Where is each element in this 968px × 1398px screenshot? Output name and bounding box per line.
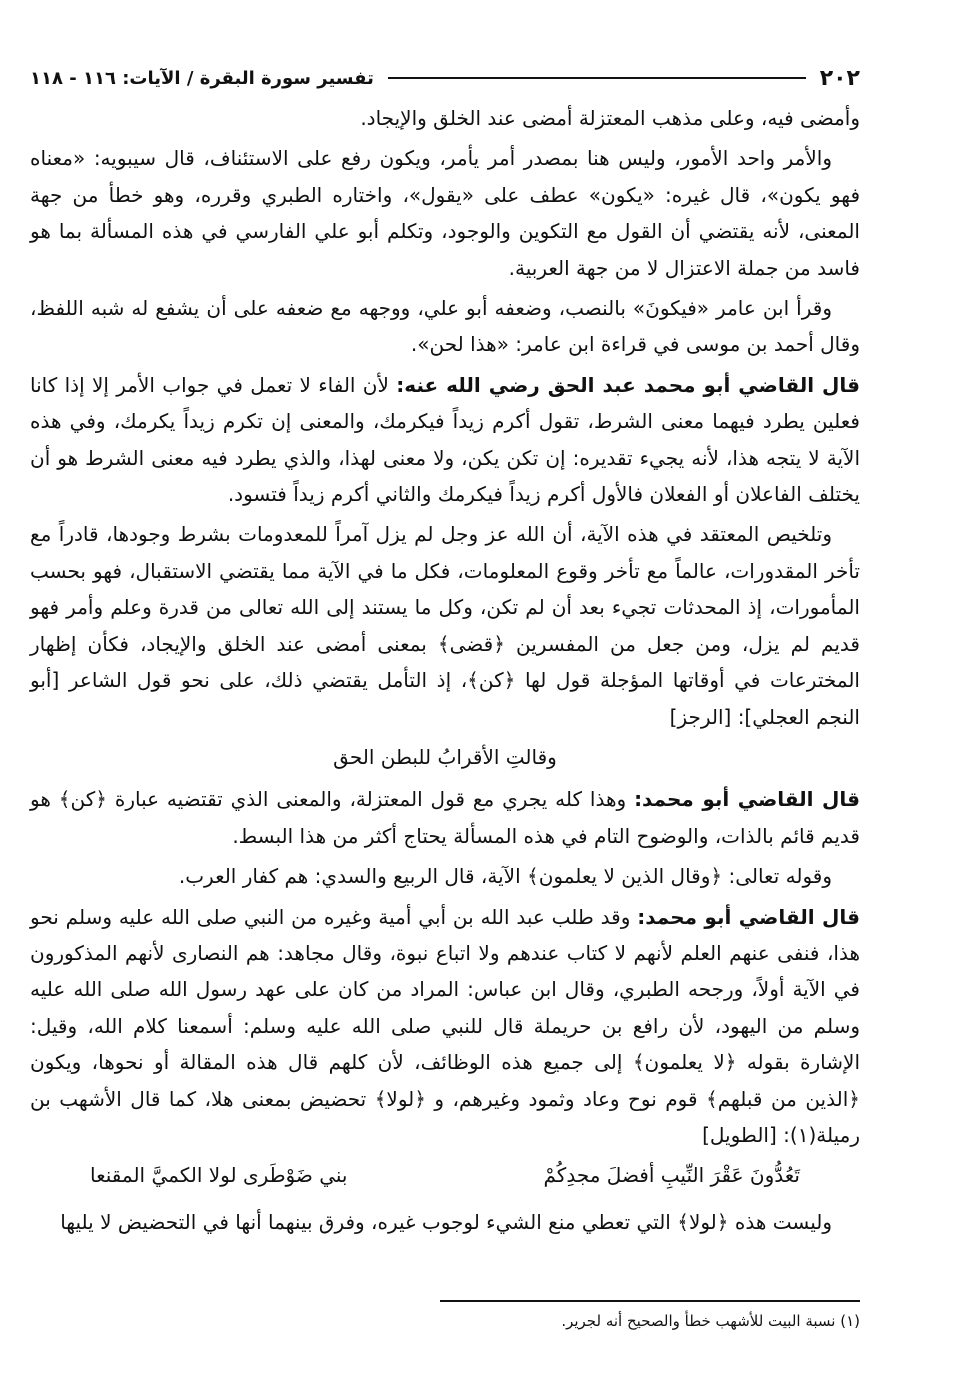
verse-hemistich-first: تَعُدُّونَ عَقْرَ النِّيبِ أفضلَ مجدِكُمْ bbox=[543, 1163, 800, 1188]
page-number: ٢٠٢ bbox=[819, 65, 860, 91]
book-page bbox=[30, 60, 860, 1380]
main-text bbox=[30, 100, 860, 1240]
speaker-label: قال القاضي أبو محمد عبد الحق رضي الله عنه: bbox=[396, 372, 861, 397]
paragraph-body: وهذا كله يجري مع قول المعتزلة، والمعنى الذي تقتضيه عبارة ﴿كن﴾ هو قديم قائم بالذات، والوضوح التام في هذه المسألة يحتاج أكثر من هذا البسط. bbox=[30, 787, 860, 848]
verse-line: وقالتِ الأقرابُ للبطن الحق bbox=[333, 744, 557, 769]
paragraph: وليست هذه ﴿لولا﴾ التي تعطي منع الشيء لوجوب غيره، وفرق بينهما أنها في التحضيض لا يليها bbox=[60, 1209, 832, 1234]
verse-couplet bbox=[30, 1157, 860, 1193]
paragraph-body: وقد طلب عبد الله بن أبي أمية وغيره من النبي صلى الله عليه وسلم نحو هذا، فنفى عنهم العلم لأنهم لا كتاب عندهم ولا اتباع نبوة، وقال مجاهد: هم النصارى لأنهم المذكورون في الآية أولاً، ورجحه الطبري، وقال ابن عباس: المراد من كان على عهد رسول الله صلى الله عليه وسلم من اليهود، لأن رافع بن حريملة قال للنبي صلى الله عليه وسلم: أسمعنا كلام الله، وقيل: الإشارة بقوله ﴿لا يعلمون﴾ إلى جميع هذه الوظائف، لأن كلهم قال هذه المقالة أو نحوها، ويكون ﴿الذين من قبلهم﴾ قوم نوح وعاد وثمود وغيرهم، و ﴿لولا﴾ تحضيض بمعنى هلا، كما قال الأشهب بن رميلة(١): [الطويل] bbox=[30, 904, 860, 1147]
speaker-label: قال القاضي أبو محمد: bbox=[634, 787, 860, 812]
paragraph: وتلخيص المعتقد في هذه الآية، أن الله عز وجل لم يزل آمراً للمعدومات بشرط وجودها، قادراً مع تأخر المقدورات، عالماً مع تأخر وقوع المعلومات، فكل ما في الآية مما يقتضي الاستقبال، فهو بحسب المأمورات، إذ المحدثات تجيء بعد أن لم تكن، وكل ما يستند إلى الله تعالى من قدرة وعلم وأمر فهو قديم لم يزل، ومن جعل من المفسرين ﴿قضى﴾ بمعنى أمضى عند الخلق والإيجاد، فكأن إظهار المخترعات في أوقاتها المؤجلة قول لها ﴿كن﴾، إذ التأمل يقتضي ذلك، على نحو قول الشاعر [أبو النجم العجلي]: [الرجز] bbox=[30, 522, 860, 729]
paragraph: والأمر واحد الأمور، وليس هنا بمصدر أمر يأمر، ويكون رفع على الاستئناف، قال سيبويه: «معناه فهو يكون»، قال غيره: «يكون» عطف على «يقول»، واختاره الطبري وقرره، وهو خطأ من جهة المعنى، لأنه يقتضي أن القول مع التكوين والوجود، وتكلم أبو علي الفارسي في هذه المسألة بما هو فاسد من جملة الاعتزال لا من جهة العربية. bbox=[30, 146, 860, 280]
paragraph bbox=[30, 367, 860, 513]
running-title: تفسير سورة البقرة / الآيات: ١١٦ - ١١٨ bbox=[30, 67, 374, 89]
paragraph: وقوله تعالى: ﴿وقال الذين لا يعلمون﴾ الآية، قال الربيع والسدي: هم كفار العرب. bbox=[178, 864, 832, 889]
page-header bbox=[30, 60, 860, 96]
paragraph: وأمضى فيه، وعلى مذهب المعتزلة أمضى عند الخلق والإيجاد. bbox=[360, 106, 860, 130]
header-rule bbox=[388, 77, 806, 79]
footnote-rule bbox=[440, 1300, 860, 1302]
paragraph: وقرأ ابن عامر «فيكونَ» بالنصب، وضعفه أبو علي، ووجهه مع ضعفه على أن يشفع له شبه اللفظ، وقال أحمد بن موسى في قراءة ابن عامر: «هذا لحن». bbox=[30, 296, 860, 357]
paragraph bbox=[30, 899, 860, 1154]
paragraph-body: لأن الفاء لا تعمل في جواب الأمر إلا إذا كانا فعلين يطرد فيهما معنى الشرط، تقول أكرم زيداً فيكرمك، والمعنى إن تكرم زيداً يكرمك، وفي هذه الآية لا يتجه هذا، لأنه يجيء تقديره: إن تكن يكن، ولا معنى لهذا، والذي يطرد فيه معنى الشرط هو أن يختلف الفاعلان أو الفعلان فالأول أكرم زيداً فيكرمك والثاني أكرم زيداً فتسود. bbox=[30, 372, 860, 507]
paragraph bbox=[30, 781, 860, 854]
speaker-label: قال القاضي أبو محمد: bbox=[637, 904, 861, 929]
footnote: (١) نسبة البيت للأشهب خطأ والصحيح أنه لجرير. bbox=[561, 1312, 860, 1330]
verse-hemistich-second: بني ضَوْطَرى لولا الكميَّ المقنعا bbox=[90, 1163, 348, 1188]
